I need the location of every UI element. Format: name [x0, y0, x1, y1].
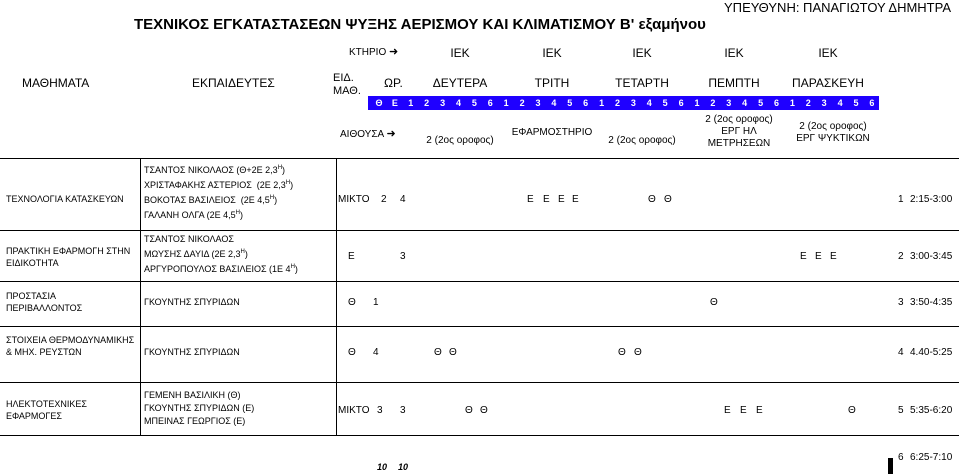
type-row-3: Θ — [348, 297, 356, 308]
day-thursday: ΠΕΜΠΤΗ — [708, 76, 760, 90]
type-row-4: Θ — [348, 347, 356, 358]
divider — [0, 230, 959, 231]
slot-number: 2 — [614, 98, 620, 108]
subject-row-4: ΣΤΟΙΧΕΙΑ ΘΕΡΜΟΔΥΝΑΜΙΚΗΣ & ΜΗΧ. ΡΕΥΣΤΩΝ — [6, 335, 135, 357]
period-index: 2 — [898, 251, 904, 262]
building-monday: ΙΕΚ — [450, 46, 470, 60]
mark: Ε — [558, 194, 565, 205]
mark: Θ — [480, 405, 488, 416]
divider — [140, 158, 141, 435]
hours-b-row-2: 3 — [400, 251, 406, 262]
building-wednesday: ΙΕΚ — [632, 46, 652, 60]
col-teachers-header: ΕΚΠΑΙΔΕΥΤΕΣ — [192, 76, 275, 90]
mark: Ε — [527, 194, 534, 205]
type-row-2: Ε — [348, 251, 355, 262]
room-tuesday: ΕΦΑΡΜΟΣΤΗΡΙΟ — [511, 127, 593, 138]
room-thursday: 2 (2ος οροφος) ΕΡΓ ΗΛ ΜΕΤΡΗΣΕΩΝ — [705, 114, 773, 149]
slot-number: 2 — [424, 98, 430, 108]
slot-number: 3 — [726, 98, 732, 108]
period-index: 5 — [898, 405, 904, 416]
teacher: ΓΚΟΥΝΤΗΣ ΣΠΥΡΙΔΩΝ — [144, 297, 240, 307]
period-index: 1 — [898, 194, 904, 205]
subject-row-2: ΠΡΑΚΤΙΚΗ ΕΦΑΡΜΟΓΗ ΣΤΗΝ ΕΙΔΙΚΟΤΗΤΑ — [6, 246, 131, 268]
teacher: ΓΚΟΥΝΤΗΣ ΣΠΥΡΙΔΩΝ (Ε) — [144, 403, 255, 413]
mark: Θ — [710, 297, 718, 308]
teachers-row-4 — [144, 346, 240, 359]
period-index: 4 — [898, 347, 904, 358]
responsible-teacher: ΥΠΕΥΘΥΝΗ: ΠΑΝΑΓΙΩΤΟΥ ΔΗΜΗΤΡΑ — [724, 0, 951, 15]
teacher: ΒΟΚΟΤΑΣ ΒΑΣΙΛΕΙΟΣ (2Ε $4,5^H$) — [144, 195, 278, 205]
total-b: 10 — [398, 462, 409, 472]
teacher: ΜΩΥΣΗΣ ΔΑΥΙΔ (2Ε $2,3^H$) — [144, 249, 248, 259]
divider — [0, 382, 959, 383]
teacher: ΓΕΜΕΝΗ ΒΑΣΙΛΙΚΗ (Θ) — [144, 390, 241, 400]
slot-number: 6 — [583, 98, 589, 108]
slot-number: 2 — [519, 98, 525, 108]
building-friday: ΙΕΚ — [818, 46, 838, 60]
marker-bar — [888, 458, 893, 474]
slot-number: 3 — [630, 98, 636, 108]
mark: Ε — [815, 251, 822, 262]
room-monday: 2 (2ος οροφος) — [426, 135, 494, 146]
room-wednesday: 2 (2ος οροφος) — [608, 135, 676, 146]
slot-number: 4 — [837, 98, 843, 108]
subject-row-1: ΤΕΧΝΟΛΟΓΙΑ ΚΑΤΑΣΚΕΥΩΝ — [6, 194, 124, 204]
day-tuesday: ΤΡΙΤΗ — [534, 76, 570, 90]
teachers-row-2 — [144, 233, 298, 276]
mark: Θ — [848, 405, 856, 416]
teacher: ΓΚΟΥΝΤΗΣ ΣΠΥΡΙΔΩΝ — [144, 347, 240, 357]
page-title: ΤΕΧΝΙΚΟΣ ΕΓΚΑΤΑΣΤΑΣΕΩΝ ΨΥΞΗΣ ΑΕΡΙΣΜΟΥ ΚΑΙ ΚΛΙΜΑΤΙΣΜΟΥ Β' εξαμήνου — [134, 16, 706, 33]
building-tuesday: ΙΕΚ — [542, 46, 562, 60]
slot-number: 6 — [487, 98, 493, 108]
period-time: 3:50-4:35 — [910, 297, 953, 308]
teacher: ΤΣΑΝΤΟΣ ΝΙΚΟΛΑΟΣ — [144, 234, 234, 244]
mark: Ε — [740, 405, 747, 416]
subject-row-3: ΠΡΟΣΤΑΣΙΑ ΠΕΡΙΒΑΛΛΟΝΤΟΣ — [6, 291, 83, 313]
room-label: ΑΙΘΟΥΣΑ ➜ — [340, 128, 396, 140]
day-wednesday: ΤΕΤΑΡΤΗ — [615, 76, 669, 90]
hours-a-row-5: 3 — [377, 405, 383, 416]
period-time: 5:35-6:20 — [910, 405, 953, 416]
arrow-right-icon: ➜ — [386, 128, 396, 140]
slot-number: 6 — [773, 98, 779, 108]
mark: Θ — [618, 347, 626, 358]
mark: Ε — [800, 251, 807, 262]
teachers-row-3 — [144, 296, 240, 309]
period-time: 6:25-7:10 — [910, 452, 953, 463]
hours-a-row-1: 2 — [381, 194, 387, 205]
mark: Θ — [434, 347, 442, 358]
divider — [336, 158, 337, 435]
hours-b-row-1: 4 — [400, 194, 406, 205]
col-subjects-header: ΜΑΘΗΜΑΤΑ — [22, 76, 90, 90]
divider — [0, 281, 959, 282]
col-type-header: ΕΙΔ. ΜΑΘ. — [333, 72, 361, 94]
divider — [0, 158, 959, 159]
slot-number: 4 — [646, 98, 652, 108]
mark: Ε — [572, 194, 579, 205]
slot-number: 1 — [789, 98, 795, 108]
type-row-1: ΜΙΚΤΟ — [338, 194, 370, 205]
slot-number: 1 — [503, 98, 509, 108]
col-hours-header: ΩΡ. — [384, 76, 403, 90]
period-time: 3:00-3:45 — [910, 251, 953, 262]
hours-b-row-4: 4 — [373, 347, 379, 358]
slot-number: 3 — [440, 98, 446, 108]
mark: Ε — [830, 251, 837, 262]
hours-b-row-5: 3 — [400, 405, 406, 416]
mark: Θ — [664, 194, 672, 205]
slot-number: 2 — [710, 98, 716, 108]
period-time: 2:15-3:00 — [910, 194, 953, 205]
teachers-row-5 — [144, 389, 254, 428]
slot-number: 6 — [869, 98, 875, 108]
slot-number: 5 — [758, 98, 764, 108]
teacher: ΜΠΕΙΝΑΣ ΓΕΩΡΓΙΟΣ (Ε) — [144, 416, 246, 426]
building-label: ΚΤΗΡΙΟ ➜ — [349, 46, 399, 58]
slot-number: 4 — [455, 98, 461, 108]
slot-number: 4 — [551, 98, 557, 108]
day-monday: ΔΕΥΤΕΡΑ — [432, 76, 488, 90]
slot-number: 3 — [535, 98, 541, 108]
total-a: 10 — [377, 462, 388, 472]
teacher: ΧΡΙΣΤΑΦΑΚΗΣ ΑΣΤΕΡΙΟΣ (2Ε $2,3^H$) — [144, 180, 294, 190]
mark: Ε — [756, 405, 763, 416]
arrow-right-icon: ➜ — [389, 46, 399, 58]
slot-number: 5 — [662, 98, 668, 108]
slot-number: 4 — [742, 98, 748, 108]
teacher: ΤΣΑΝΤΟΣ ΝΙΚΟΛΑΟΣ (Θ+2Ε $2,3^H$) — [144, 165, 286, 175]
mark: Θ — [648, 194, 656, 205]
divider — [0, 326, 959, 327]
period-time: 4.40-5:25 — [910, 347, 953, 358]
mark: Θ — [449, 347, 457, 358]
hours-b-row-3: 1 — [373, 297, 379, 308]
slot-number: 5 — [471, 98, 477, 108]
slot-number: 5 — [853, 98, 859, 108]
day-friday: ΠΑΡΑΣΚΕΥΗ — [792, 76, 864, 90]
period-index: 6 — [898, 452, 904, 463]
mark: Θ — [634, 347, 642, 358]
mark: Ε — [543, 194, 550, 205]
slot-number: 5 — [567, 98, 573, 108]
slot-number: 2 — [805, 98, 811, 108]
slot-number: 1 — [694, 98, 700, 108]
mark: Ε — [724, 405, 731, 416]
teacher: ΓΑΛΑΝΗ ΟΛΓΑ (2Ε $4,5^H$) — [144, 210, 243, 220]
room-friday: 2 (2ος οροφος) ΕΡΓ ΨΥΚΤΙΚΩΝ — [796, 121, 870, 144]
subject-row-5: ΗΛΕΚΤΟΤΕΧΝΙΚΕΣ ΕΦΑΡΜΟΓΕΣ — [6, 399, 87, 421]
building-thursday: ΙΕΚ — [724, 46, 744, 60]
teacher: ΑΡΓΥΡΟΠΟΥΛΟΣ ΒΑΣΙΛΕΙΟΣ (1Ε $4^H$) — [144, 264, 298, 274]
mark: Θ — [465, 405, 473, 416]
teachers-row-1 — [144, 162, 293, 222]
divider — [0, 435, 959, 436]
type-row-5: ΜΙΚΤΟ — [338, 405, 370, 416]
slot-number: Ε — [391, 98, 398, 108]
slot-number: 6 — [678, 98, 684, 108]
slot-number: 1 — [408, 98, 414, 108]
slot-number: 3 — [821, 98, 827, 108]
period-index: 3 — [898, 297, 904, 308]
slot-number: 1 — [599, 98, 605, 108]
slot-number: Θ — [375, 98, 383, 108]
